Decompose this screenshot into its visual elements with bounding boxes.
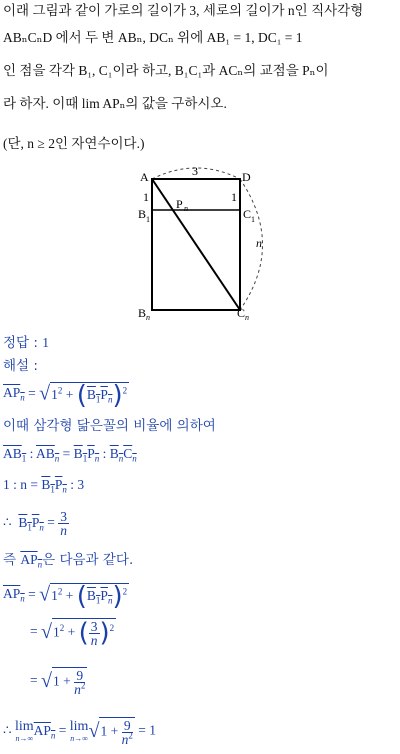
- label-bn-sub: n: [146, 313, 150, 322]
- eq-ap-sqrt: $AP_n = √1^2 + (B_1P_n)^2$: [3, 380, 128, 411]
- problem-line-1: 이래 그림과 같이 가로의 길이가 3, 세로의 길이가 n인 직사각형: [3, 3, 364, 18]
- label-a: A: [140, 170, 149, 184]
- label-b1: B: [138, 207, 147, 221]
- label-right-one: 1: [231, 190, 237, 204]
- eq-step-2: = $√1^2$ + ( $\frac{3}{n}$ )$^2$: [30, 618, 115, 648]
- b1pn-result: ∴ $B_1P_n$ = $\frac{3}{n}$: [3, 509, 67, 538]
- final-limit: ∴ lim n→∞ $AP_n$ = lim n→∞ √1 + $\frac{9}{n^2}$ = 1: [3, 718, 156, 747]
- diagonal-acn: [152, 179, 240, 310]
- ratio-line-1: $AB_1$ : $AB_n = B_1P_n$ : $B_nC_n$: [3, 446, 137, 464]
- problem-line-2: ABₙCₙD 에서 두 변 ABₙ, DCₙ 위에 AB₁ = 1, DC₁ = 1: [3, 30, 303, 45]
- label-c1: C: [243, 207, 252, 221]
- label-height: n: [256, 236, 262, 250]
- problem-line-5: (단, n ≥ 2인 자연수이다.): [3, 136, 145, 151]
- label-d: D: [242, 170, 251, 184]
- problem-line-4: 라 하자. 이때 lim APₙ의 값을 구하시오.: [3, 96, 227, 111]
- label-left-one: 1: [143, 190, 149, 204]
- label-c1-sub: 1: [251, 215, 255, 224]
- label-pn-sub: n: [184, 204, 188, 213]
- label-pn: P: [176, 197, 183, 211]
- similar-text: 이때 삼각형 닮은꼴의 비율에 의하여: [3, 418, 216, 434]
- label-b1-sub: 1: [146, 215, 150, 224]
- label-bn: B: [138, 306, 147, 320]
- label-width: 3: [192, 165, 198, 178]
- rectangle-figure: [130, 165, 280, 325]
- ratio-line-2: 1 : $n = B_1P_n$ : 3: [3, 477, 85, 495]
- label-cn: C: [237, 306, 246, 320]
- so-line: 즉 $AP_n$은 다음과 같다.: [3, 552, 134, 570]
- solution-label: 해설 :: [3, 358, 38, 374]
- label-cn-sub: n: [245, 313, 249, 322]
- answer-line: 정답 : 1: [3, 335, 49, 351]
- eq-step-1: $AP_n = √1^2 + (B_1P_n)^2$: [3, 581, 128, 612]
- problem-line-3: 인 점을 각각 B₁, C₁이라 하고, B₁C₁과 ACₙ의 교점을 Pₙ이: [3, 63, 329, 78]
- eq-step-3: = √1 + $\frac{9}{n^2}$: [30, 668, 86, 697]
